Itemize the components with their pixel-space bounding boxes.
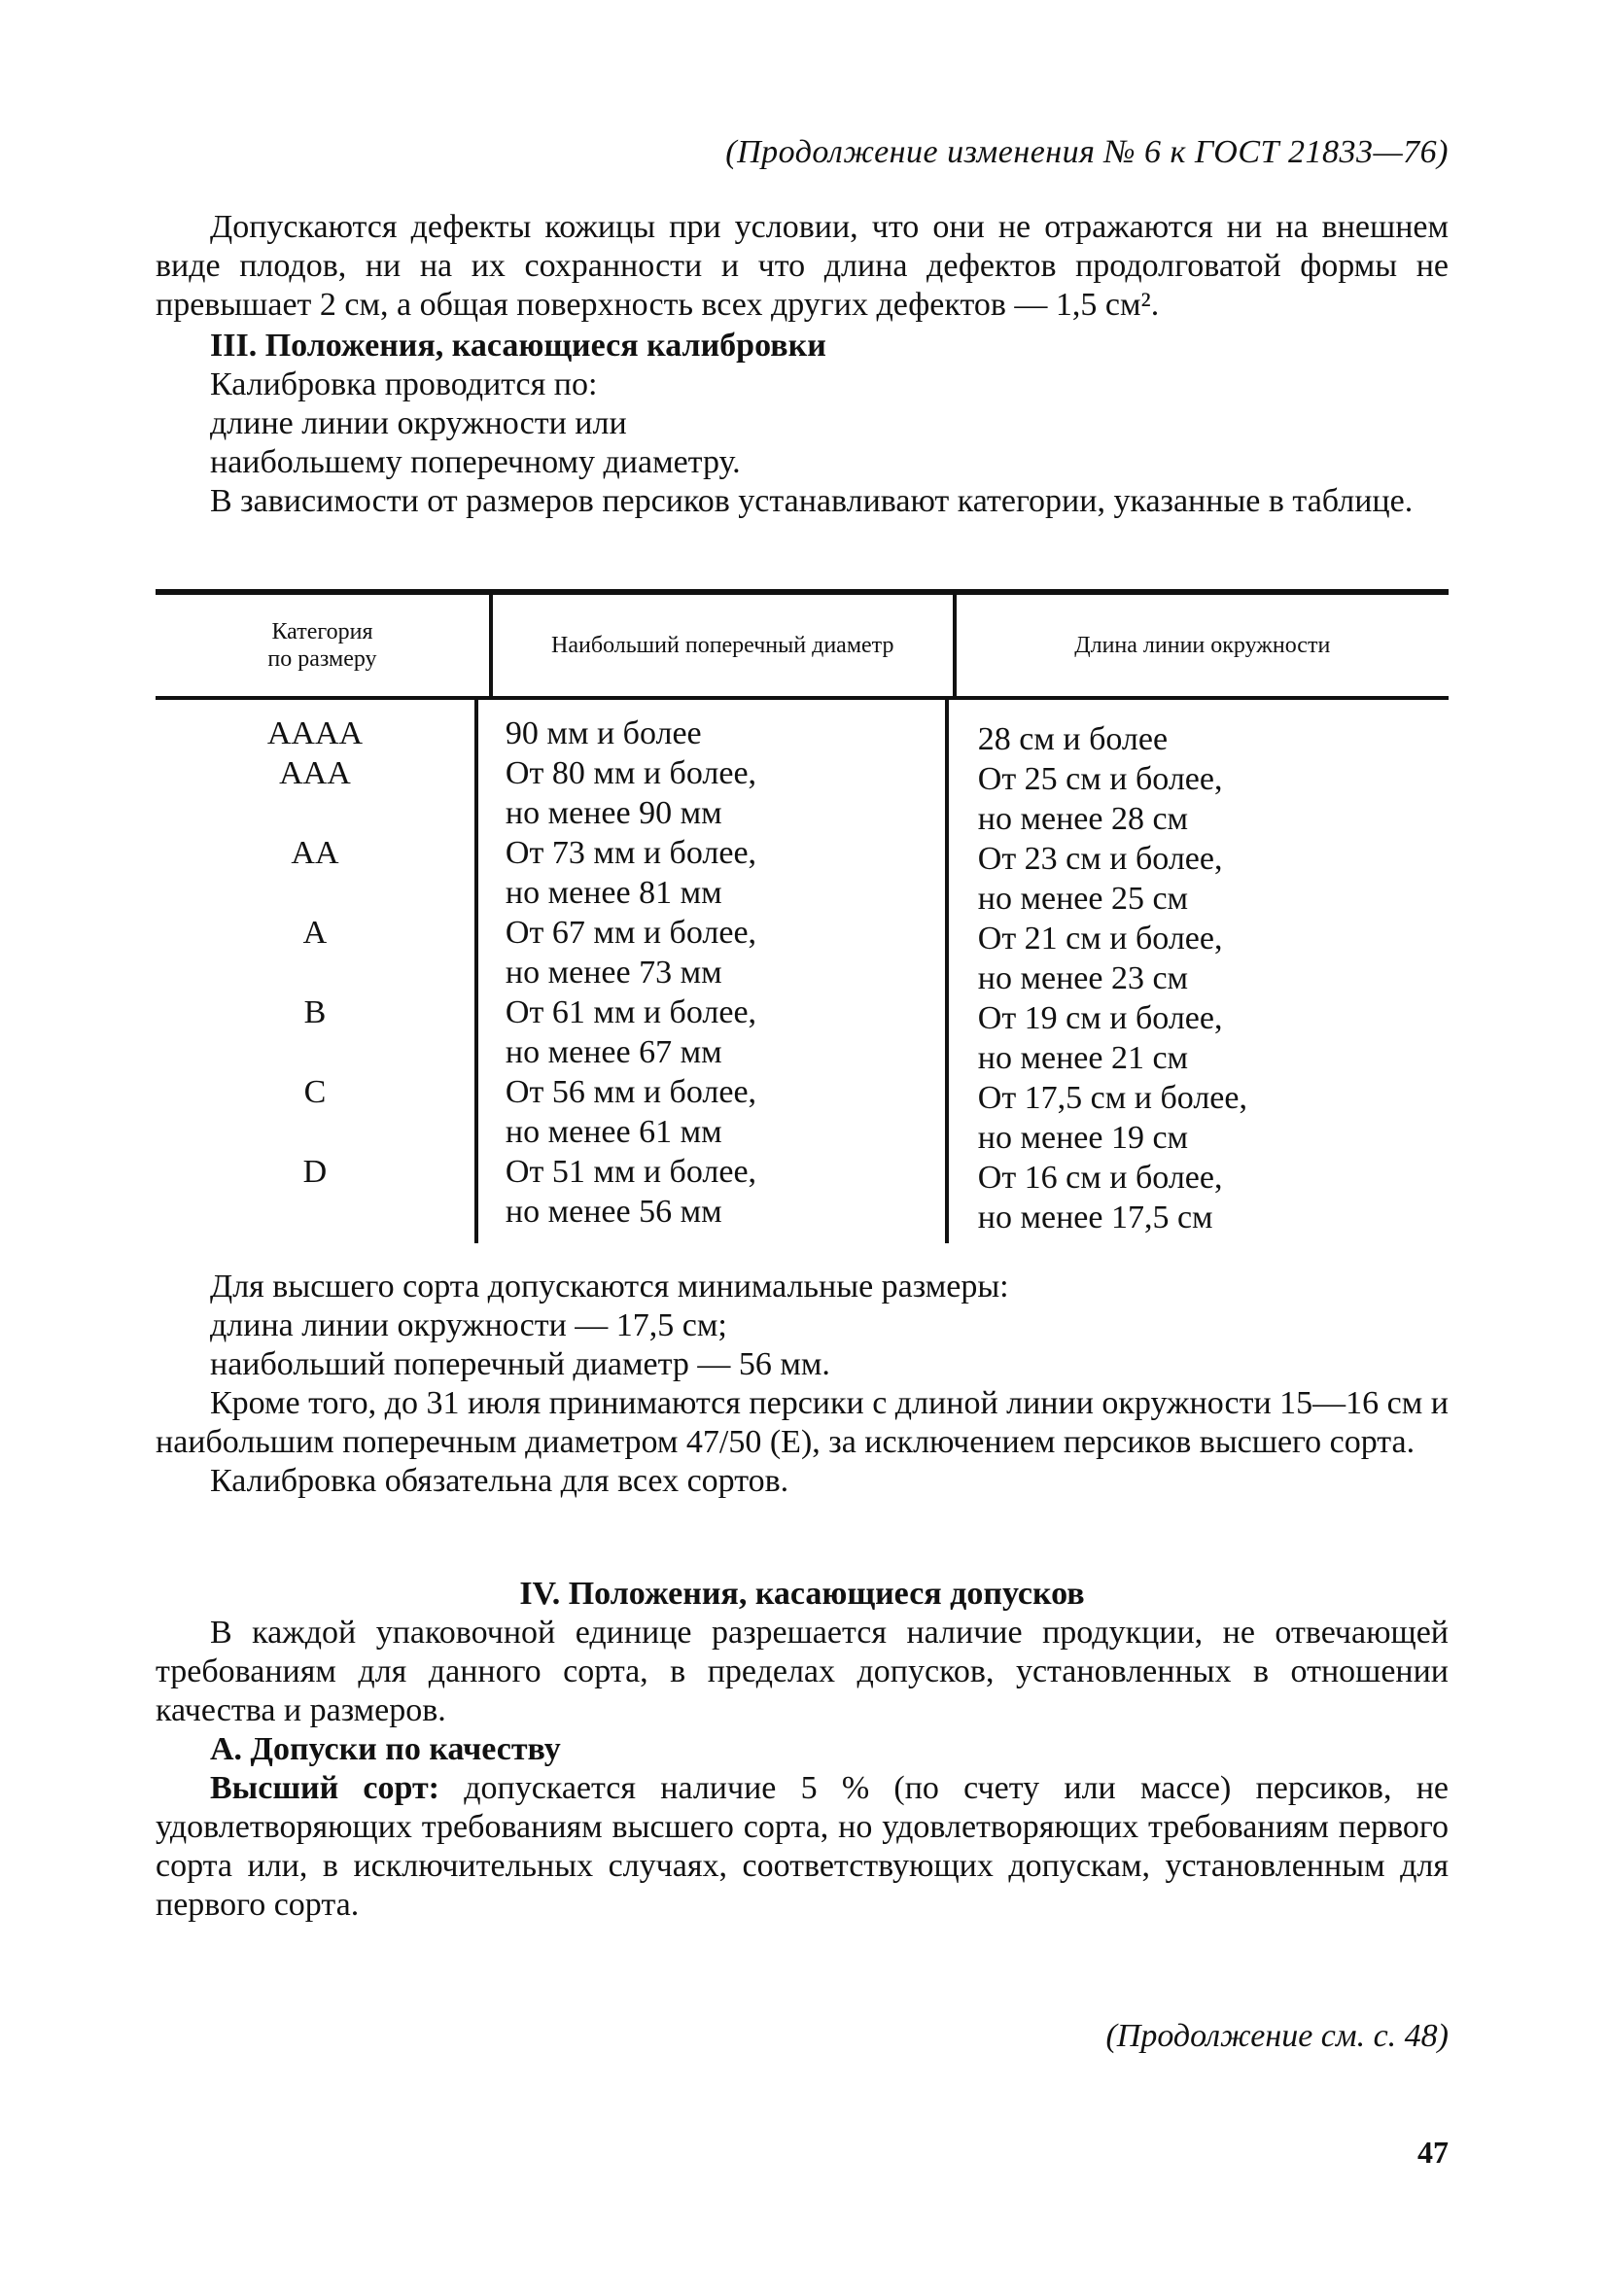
page-number: 47 [1417, 2135, 1449, 2170]
table-body [156, 700, 1449, 1243]
category-cell: С [303, 1074, 327, 1110]
table-header-row [156, 595, 1449, 700]
circumference-cell: но менее 17,5 см [977, 1200, 1213, 1235]
diameter-cell: От 61 мм и более, [505, 994, 757, 1030]
quality-tolerance-heading: А. Допуски по качеству [210, 1731, 561, 1767]
circumference-cell: 28 см и более [977, 721, 1169, 757]
diameter-cell: От 56 мм и более, [505, 1074, 757, 1110]
category-cell: D [302, 1154, 328, 1190]
circumference-cell: но менее 19 см [977, 1120, 1189, 1156]
section-4 [156, 1575, 1449, 1925]
header-category [156, 595, 489, 696]
exception-paragraph: Кроме того, до 31 июля принимаются персики с длиной линии окружности 15—16 см и наибольшим поперечным диаметром 47/50 (Е), за исключением персиков высшего сорта. [156, 1385, 1449, 1460]
circumference-cell: От 23 см и более, [977, 841, 1223, 877]
circumference-cell: но менее 23 см [977, 960, 1189, 996]
circumference-cell: От 19 см и более, [977, 1000, 1223, 1036]
circumference-cell: От 25 см и более, [977, 761, 1223, 797]
intro-paragraph: Допускаются дефекты кожицы при условии, что они не отражаются ни на внешнем виде плодов, ни на их сохранности и что длина дефектов продолговатой формы не превышает 2 см, а общая поверхность всех других дефектов — 1,5 см². [156, 209, 1449, 323]
diameter-cell: но менее 73 мм [505, 955, 722, 991]
diameter-cell: но менее 81 мм [505, 875, 722, 911]
after-table [156, 1268, 1449, 1501]
min-size-line: наибольший поперечный диаметр — 56 мм. [210, 1346, 830, 1382]
circumference-cell: От 21 см и более, [977, 921, 1223, 957]
category-cell: АА [291, 835, 339, 871]
min-size-line: Для высшего сорта допускаются минимальные размеры: [210, 1269, 1009, 1305]
section-3-line: наибольшему поперечному диаметру. [210, 444, 741, 480]
diameter-cell: но менее 61 мм [505, 1114, 722, 1150]
section-3-heading: III. Положения, касающиеся калибровки [210, 328, 826, 364]
diameter-cell: но менее 90 мм [505, 795, 722, 831]
section-3 [156, 327, 1449, 521]
section-3-line: длине линии окружности или [210, 405, 627, 441]
header-circumference: Длина линии окружности [953, 595, 1449, 696]
top-grade-label: Высший сорт: [210, 1770, 440, 1806]
diameter-cell: От 67 мм и более, [505, 915, 757, 951]
diameter-cell: От 80 мм и более, [505, 755, 757, 791]
category-cell: ААА [279, 755, 351, 791]
running-header: (Продолжение изменения № 6 к ГОСТ 21833—76) [725, 134, 1449, 170]
diameter-cell: но менее 56 мм [505, 1194, 722, 1230]
diameter-cell: 90 мм и более [505, 715, 702, 751]
diameter-cell: но менее 67 мм [505, 1034, 722, 1070]
circumference-cell: но менее 21 см [977, 1040, 1189, 1076]
top-grade-paragraph [156, 1769, 1449, 1925]
section-3-line: Калибровка проводится по: [210, 366, 598, 402]
category-cell: А [302, 915, 328, 951]
calibration-note: Калибровка обязательна для всех сортов. [210, 1463, 789, 1499]
table-intro: В зависимости от размеров персиков устанавливают категории, указанные в таблице. [210, 483, 1414, 519]
circumference-cell: но менее 25 см [977, 881, 1189, 917]
circumference-cell: но менее 28 см [977, 801, 1189, 837]
section-4-heading: IV. Положения, касающиеся допусков [519, 1576, 1085, 1612]
category-cell: В [303, 994, 327, 1030]
min-size-line: длина линии окружности — 17,5 см; [210, 1307, 727, 1343]
diameter-column [474, 700, 945, 1243]
category-cell: АААА [266, 715, 364, 751]
category-column [156, 700, 474, 1243]
top-grade-text: допускается наличие 5 % (по счету или массе) персиков, не удовлетворяющих требованиям высшего сорта, но удовлетворяющих требованиям первого сорта или, в исключительных случаях, соответствующих допускам, установленным для первого сорта. [156, 1770, 1450, 1923]
circumference-cell: От 16 см и более, [977, 1160, 1223, 1196]
header-category-label: Категория по размеру [267, 619, 377, 672]
size-category-table [156, 589, 1449, 1243]
tolerance-paragraph: В каждой упаковочной единице разрешается наличие продукции, не отвечающей требованиям для данного сорта, в пределах допусков, установленных в отношении качества и размеров. [156, 1615, 1449, 1728]
circumference-column [945, 700, 1449, 1243]
continuation-note: (Продолжение см. с. 48) [1105, 2018, 1449, 2054]
diameter-cell: От 51 мм и более, [505, 1154, 757, 1190]
circumference-cell: От 17,5 см и более, [977, 1080, 1247, 1116]
header-diameter: Наибольший поперечный диаметр [489, 595, 953, 696]
diameter-cell: От 73 мм и более, [505, 835, 757, 871]
